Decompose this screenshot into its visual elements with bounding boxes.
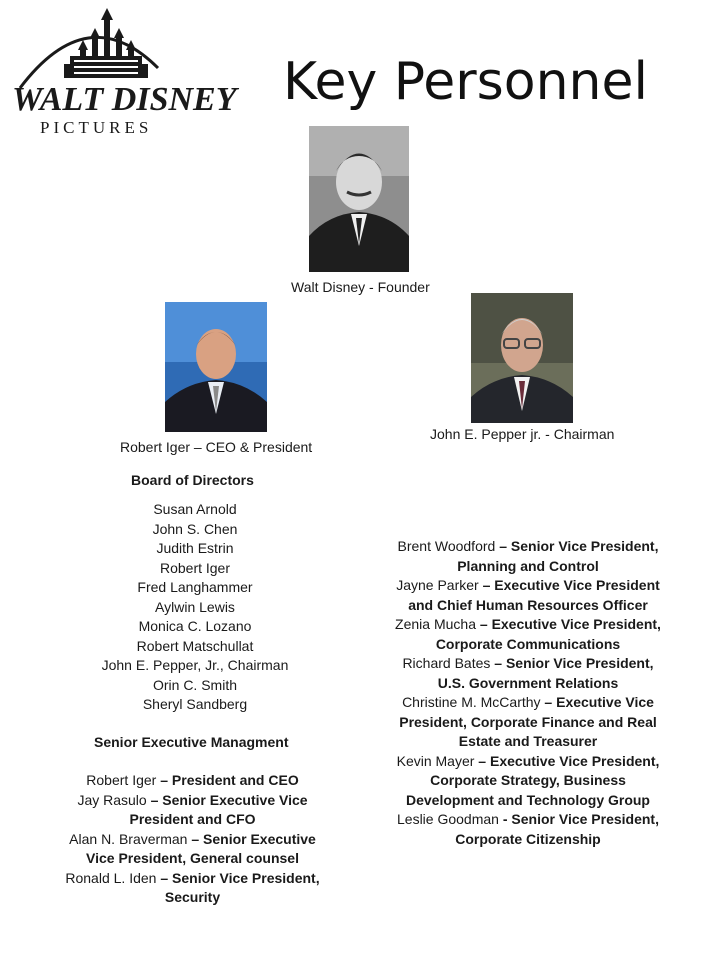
walt-disney-pictures-logo: [8, 8, 237, 137]
list-item: Vice President, General counsel: [86, 850, 299, 866]
list-item: Corporate Communications: [435, 635, 621, 652]
ceo-caption: Robert Iger – CEO & President: [120, 439, 313, 455]
list-item: Susan Arnold: [153, 501, 237, 517]
list-item: Brent Woodford – Senior Vice President,: [397, 538, 659, 554]
castle-logo-icon: [8, 8, 237, 118]
list-item: Richard Bates – Senior Vice President,: [402, 655, 654, 671]
list-item: Leslie Goodman - Senior Vice President,: [397, 811, 659, 827]
list-item: Ronald L. Iden – Senior Vice President,: [65, 869, 320, 886]
list-item: President, Corporate Finance and Real: [399, 713, 657, 730]
list-item: Monica C. Lozano: [138, 618, 252, 634]
list-item: Robert Matschullat: [136, 637, 254, 654]
list-item: and Chief Human Resources Officer: [408, 596, 648, 613]
ceo-photo: [165, 302, 267, 432]
list-item: Aylwin Lewis: [155, 598, 235, 615]
list-item: Alan N. Braverman – Senior Executive: [69, 830, 316, 847]
list-item: Jay Rasulo – Senior Executive Vice: [77, 791, 308, 808]
board-member-list: [60, 500, 330, 715]
list-item: Development and Technology Group: [406, 791, 650, 808]
founder-caption: Walt Disney - Founder: [291, 279, 430, 295]
svg-text:WALT DISNEY: WALT DISNEY: [12, 81, 237, 118]
list-item: Corporate Strategy, Business: [430, 772, 626, 788]
list-item: U.S. Government Relations: [437, 674, 619, 691]
chairman-caption: John E. Pepper jr. - Chairman: [430, 426, 615, 442]
list-item: Planning and Control: [457, 557, 599, 574]
list-item: Zenia Mucha – Executive Vice President,: [395, 616, 661, 632]
list-item: Judith Estrin: [156, 540, 234, 556]
founder-photo: [309, 126, 409, 272]
vice-president-list: [378, 537, 678, 849]
logo-subtitle: PICTURES: [40, 118, 153, 137]
list-item: Christine M. McCarthy – Executive Vice: [402, 694, 654, 710]
list-item: Jayne Parker – Executive Vice President: [396, 577, 660, 593]
page-title: Key Personnel: [283, 52, 648, 112]
list-item: Estate and Treasurer: [458, 733, 598, 749]
list-item: Corporate Citizenship: [455, 830, 601, 847]
list-item: Sheryl Sandberg: [142, 696, 248, 712]
list-item: Security: [164, 889, 221, 905]
list-item: John E. Pepper, Jr., Chairman: [101, 657, 289, 673]
list-item: John S. Chen: [152, 520, 238, 537]
list-item: Robert Iger: [159, 559, 231, 576]
senior-mgmt-heading: Senior Executive Managment: [94, 734, 289, 750]
list-item: President and CFO: [129, 811, 256, 827]
chairman-photo: [471, 293, 573, 423]
list-item: Robert Iger – President and CEO: [86, 772, 299, 788]
board-heading: Board of Directors: [131, 472, 254, 488]
list-item: Orin C. Smith: [152, 676, 237, 693]
senior-mgmt-list: [40, 771, 345, 908]
list-item: Kevin Mayer – Executive Vice President,: [396, 752, 660, 769]
list-item: Fred Langhammer: [137, 579, 253, 595]
